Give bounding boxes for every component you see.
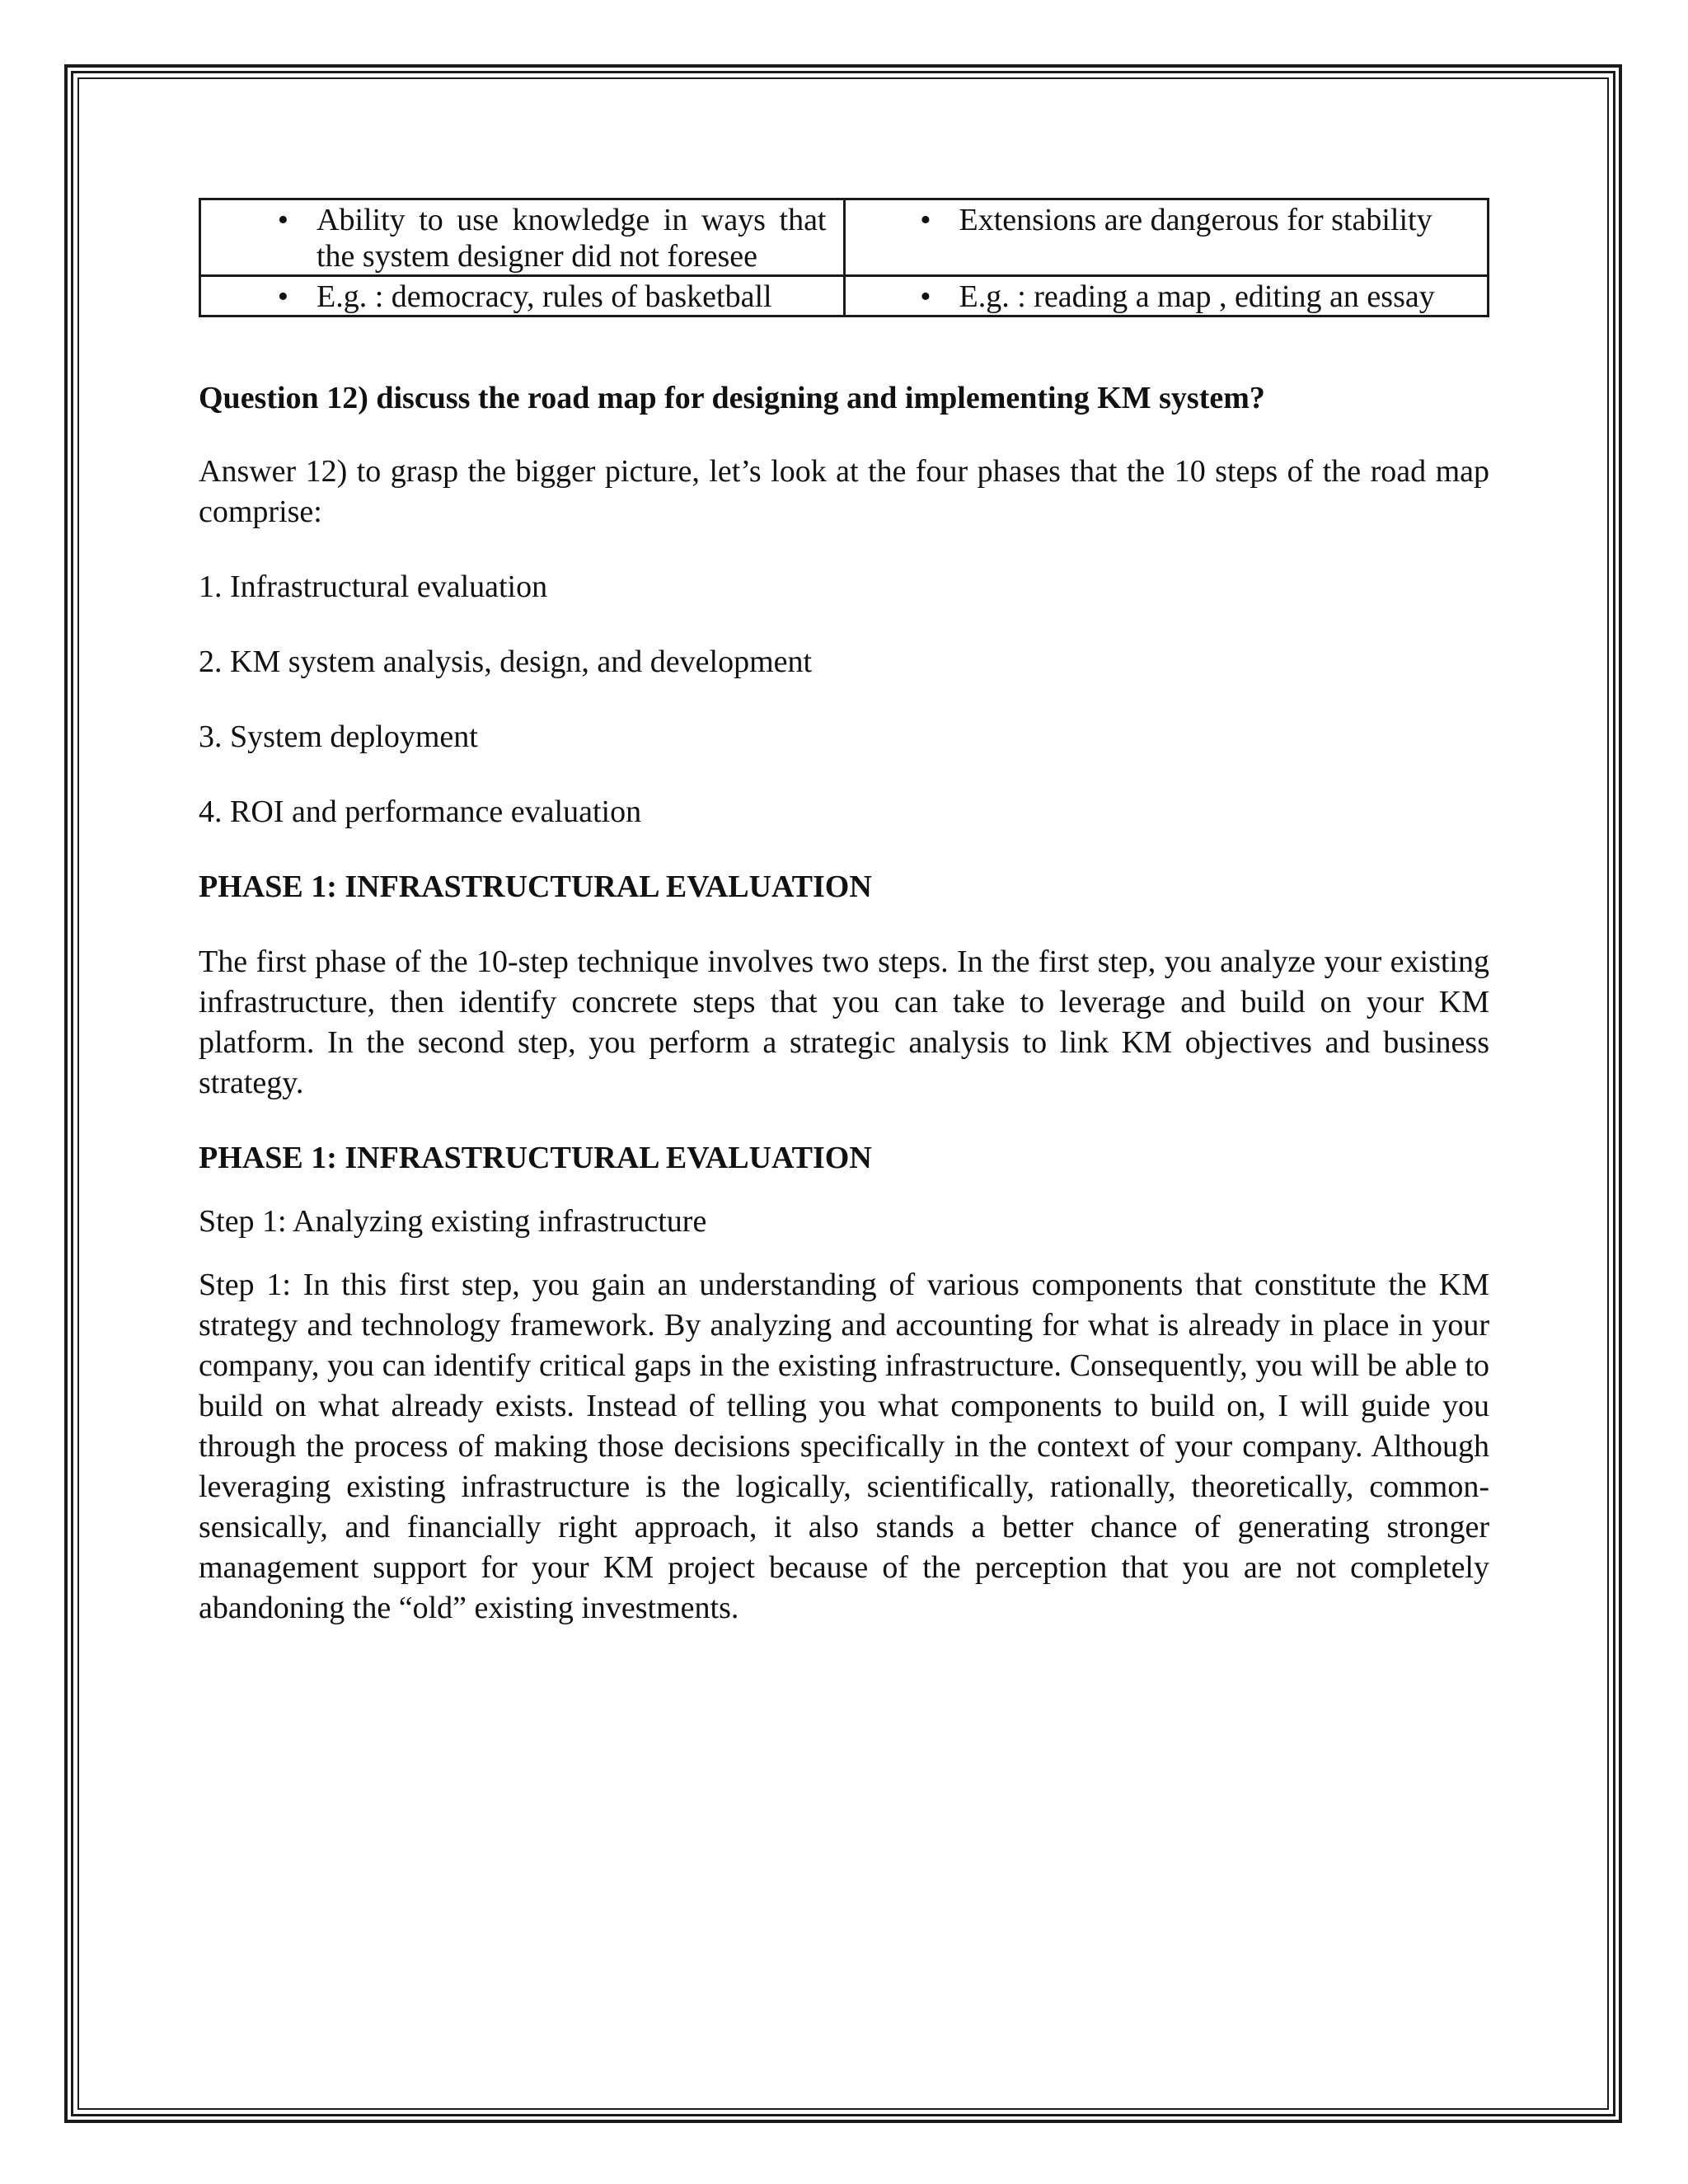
comparison-table xyxy=(199,198,1489,317)
cell-text: Extensions are dangerous for stability xyxy=(959,203,1432,237)
table-row xyxy=(200,199,1489,276)
page-content xyxy=(199,198,1489,1629)
bullet-icon: • xyxy=(920,279,931,314)
bullet-icon: • xyxy=(277,203,288,237)
table-cell xyxy=(200,276,845,316)
cell-text: E.g. : reading a map , editing an essay xyxy=(959,279,1435,314)
bullet-icon: • xyxy=(277,279,288,314)
section-heading: PHASE 1: INFRASTRUCTURAL EVALUATION xyxy=(199,1141,872,1175)
phase-list-item: 3. System deployment xyxy=(199,719,478,754)
step1-title: Step 1: Analyzing existing infrastructure xyxy=(199,1204,707,1239)
cell-text: E.g. : democracy, rules of basketball xyxy=(316,279,772,314)
phase-list-item: 2. KM system analysis, design, and development xyxy=(199,644,813,679)
step1-paragraph: Step 1: In this first step, you gain an understanding of various components that constitute the KM strategy and technology framework. By analyzing and accounting for what is already in place in your company, you can identify critical gaps in the existing infrastructure. Consequently, you will be able to build on what already exists. Instead of telling you what components to build on, I will guide you through the process of making those decisions specifically in the context of your company. Although leveraging existing infrastructure is the logically, scientifically, rationally, theoretically, common-sensically, and financially right approach, it also stands a better chance of generating stronger management support for your KM project because of the perception that you are not completely abandoning the “old” existing investments. xyxy=(199,1268,1489,1625)
table-cell xyxy=(844,199,1489,276)
section-heading: PHASE 1: INFRASTRUCTURAL EVALUATION xyxy=(199,869,872,904)
phase1-paragraph: The first phase of the 10-step technique involves two steps. In the first step, you analyze your existing infrastructure, then identify concrete steps that you can take to leverage and build on your KM platform. In the second step, you perform a strategic analysis to link KM objectives and business strategy. xyxy=(199,944,1489,1100)
question-heading: Question 12) discuss the road map for designing and implementing KM system? xyxy=(199,381,1265,415)
cell-text: Ability to use knowledge in ways that the system designer did not foresee xyxy=(316,203,827,274)
phase-list-item: 1. Infrastructural evaluation xyxy=(199,569,548,604)
answer-intro: Answer 12) to grasp the bigger picture, let’s look at the four phases that the 10 steps of the road map comprise: xyxy=(199,454,1489,529)
table-row xyxy=(200,276,1489,316)
table-cell xyxy=(200,199,845,276)
table-cell xyxy=(844,276,1489,316)
phase-list-item: 4. ROI and performance evaluation xyxy=(199,794,642,829)
bullet-icon: • xyxy=(920,203,931,237)
